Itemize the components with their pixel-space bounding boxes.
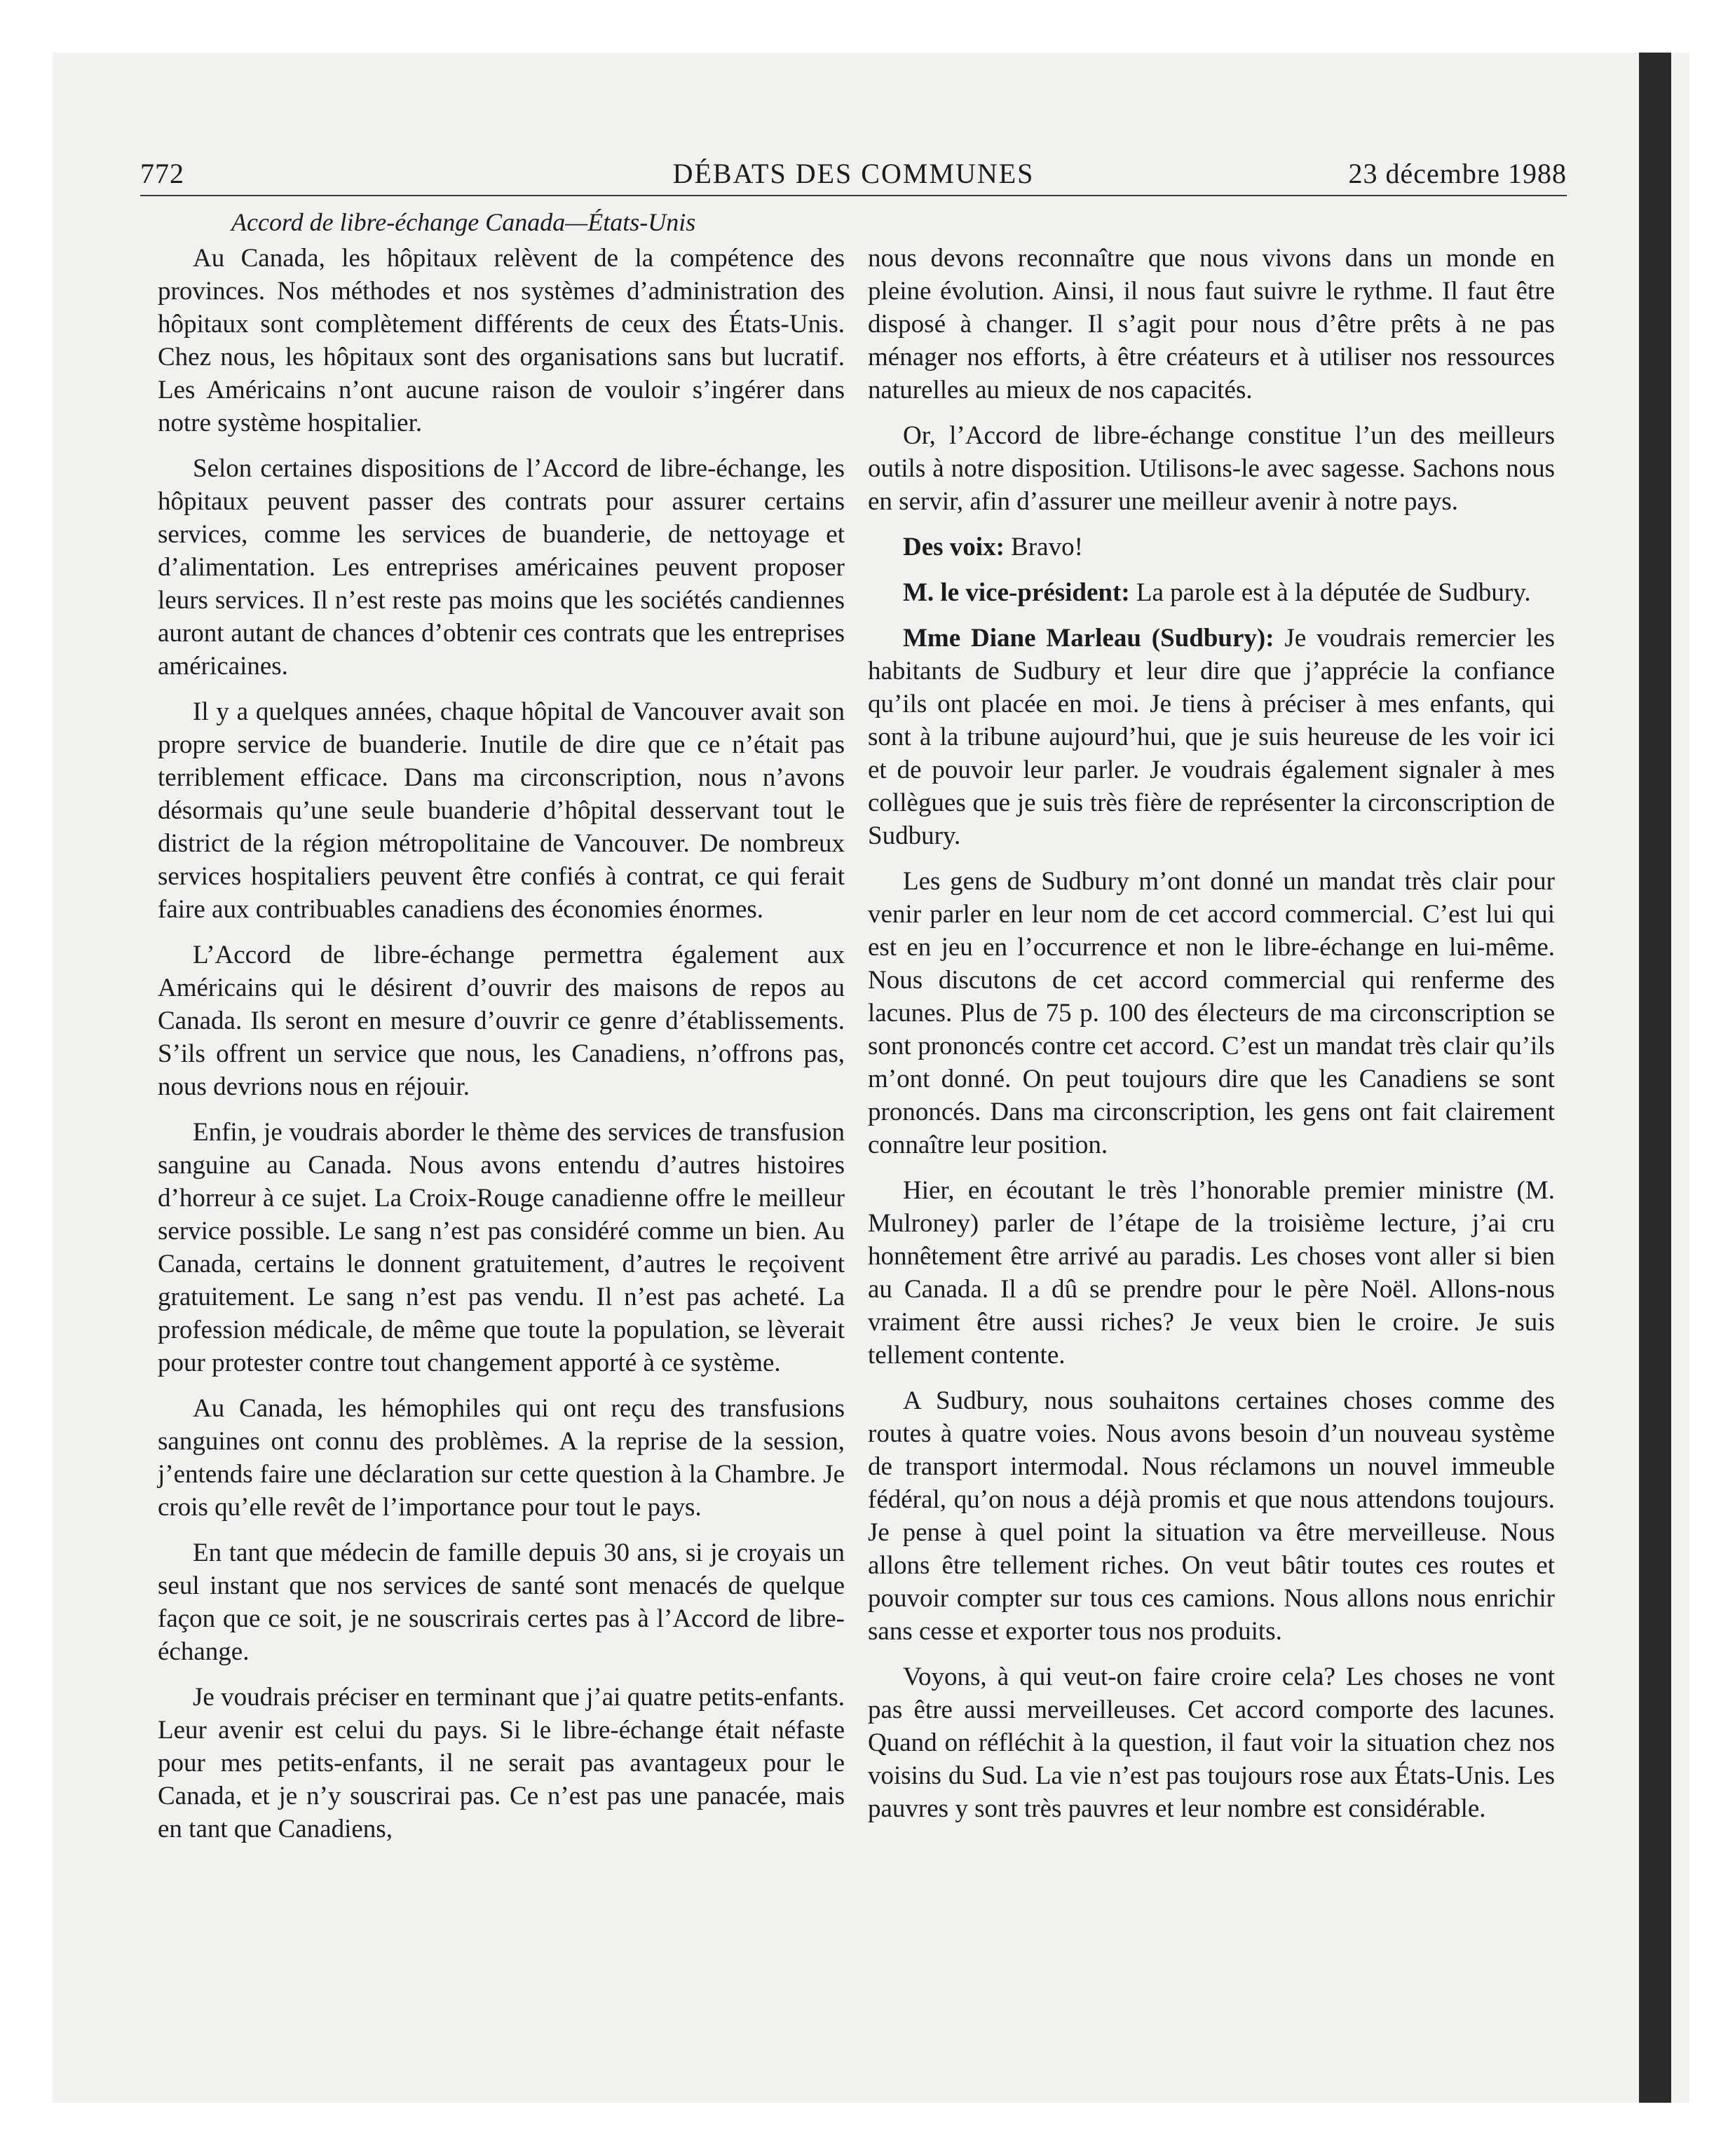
right-column — [868, 242, 1555, 1838]
paragraph: A Sudbury, nous souhaitons certaines choses comme des routes à quatre voies. Nous avons besoin d’un nouveau système de transport intermodal. Nous réclamons un nouvel immeuble fédéral, qu’on nous a déjà promis et que nous attendons toujours. Je pense à quel point la situation va être merveilleuse. Nous allons être tellement riches. On veut bâtir toutes ces routes et pouvoir compter sur tous ces camions. Nous allons nous enrichir sans cesse et exporter tous nos produits. — [868, 1386, 1555, 1646]
speaker-name: Des voix: — [903, 533, 1005, 561]
paragraph: Les gens de Sudbury m’ont donné un mandat très clair pour venir parler en leur nom de cet accord commercial. C’est lui qui est en jeu en l’occurrence et non le libre-échange en lui-même. Nous discutons de cet accord commercial qui renferme des lacunes. Plus de 75 p. 100 des électeurs de ma circonscription se sont prononcés contre cet accord. C’est un mandat très clair qu’ils m’ont donné. On peut toujours dire que les Canadiens se sont prononcés. Dans ma circonscription, les gens ont fait clairement connaître leur position. — [868, 867, 1555, 1159]
paragraph: Je voudrais préciser en terminant que j’ai quatre petits-enfants. Leur avenir est celui du pays. Si le libre-échange était néfaste pour mes petits-enfants, il ne serait pas avantageux pour le Canada, et je n’y souscrirai pas. Ce n’est pas une panacée, mais en tant que Canadiens, — [158, 1683, 845, 1843]
paragraph-continuation: nous devons reconnaître que nous vivons dans un monde en pleine évolution. Ainsi, il nous faut suivre le rythme. Il faut être disposé à changer. Il s’agit pour nous d’être prêts à ne pas ménager nos efforts, à être créateurs et à utiliser nos ressources naturelles au mieux de nos capacités. — [868, 244, 1555, 404]
paragraph: Au Canada, les hémophiles qui ont reçu des transfusions sanguines ont connu des problèmes. A la reprise de la session, j’entends faire une déclaration sur cette question à la Chambre. Je crois qu’elle revêt de l’importance pour tout le pays. — [158, 1394, 845, 1522]
paragraph: Au Canada, les hôpitaux relèvent de la compétence des provinces. Nos méthodes et nos systèmes d’administration des hôpitaux sont complètement différents de ceux des États-Unis. Chez nous, les hôpitaux sont des organisations sans but lucratif. Les Américains n’ont aucune raison de vouloir s’ingérer dans notre système hospitalier. — [158, 244, 845, 437]
paragraph: Or, l’Accord de libre-échange constitue l’un des meilleurs outils à notre disposition. Utilisons-le avec sagesse. Sachons nous en servir, afin d’assurer une meilleur avenir à notre pays. — [868, 421, 1555, 516]
speech-text: La parole est à la députée de Sudbury. — [1129, 578, 1531, 607]
left-column — [158, 242, 845, 1858]
section-subheading: Accord de libre-échange Canada—États-Unis — [231, 208, 696, 236]
paragraph: Enfin, je voudrais aborder le thème des services de transfusion sanguine au Canada. Nous avons entendu d’autres histoires d’horreur à ce sujet. La Croix-Rouge canadienne offre le meilleur service possible. Le sang n’est pas considéré comme un bien. Au Canada, certains le donnent gratuitement, d’autres le reçoivent gratuitement. Le sang n’est pas vendu. Il n’est pas acheté. La profession médicale, de même que toute la population, se lèverait pour protester contre tout changement apporté à ce système. — [158, 1118, 845, 1377]
paragraph: Il y a quelques années, chaque hôpital de Vancouver avait son propre service de buanderie. Inutile de dire que ce n’était pas terriblement efficace. Dans ma circonscription, nous n’avons désormais qu’une seule buanderie d’hôpital desservant tout le district de la région métropolitaine de Vancouver. De nombreux services hospitaliers peuvent être confiés à contrat, ce qui ferait faire aux contribuables canadiens des économies énormes. — [158, 697, 845, 924]
journal-title: DÉBATS DES COMMUNES — [672, 158, 1035, 189]
paragraph: En tant que médecin de famille depuis 30 ans, si je croyais un seul instant que nos services de santé sont menacés de quelque façon que ce soit, je ne souscrirais certes pas à l’Accord de libre-échange. — [158, 1538, 845, 1666]
issue-date: 23 décembre 1988 — [1348, 158, 1567, 189]
speech-text: Bravo! — [1004, 533, 1083, 561]
paragraph: Selon certaines dispositions de l’Accord de libre-échange, les hôpitaux peuvent passer des contrats pour assurer certains services, comme les services de buanderie, de nettoyage et d’alimentation. Les entreprises américaines peuvent proposer leurs services. Il n’est reste pas moins que les sociétés candiennes auront autant de chances d’obtenir ces contrats que les entreprises américaines. — [158, 454, 845, 681]
paragraph: Voyons, à qui veut-on faire croire cela? Les choses ne vont pas être aussi merveilleuses. Cet accord comporte des lacunes. Quand on réfléchit à la question, il faut voir la situation chez nos voisins du Sud. La vie n’est pas toujours rose aux États-Unis. Les pauvres y sont très pauvres et leur nombre est considérable. — [868, 1663, 1555, 1823]
speaker-name: M. le vice-président: — [903, 578, 1130, 607]
intervention-vice-president — [868, 576, 1555, 609]
scan-edge-shadow — [1639, 53, 1671, 2103]
page-number: 772 — [140, 158, 184, 189]
intervention-voices — [868, 531, 1555, 564]
speaker-name: Mme Diane Marleau (Sudbury): — [903, 624, 1274, 653]
paragraph: L’Accord de libre-échange permettra également aux Américains qui le désirent d’ouvrir des maisons de repos au Canada. Ils seront en mesure d’ouvrir ce genre d’établissements. S’ils offrent un service que nous, les Canadiens, n’offrons pas, nous devrions nous en réjouir. — [158, 941, 845, 1101]
paragraph: Hier, en écoutant le très l’honorable premier ministre (M. Mulroney) parler de l’étape de la troisième lecture, j’ai cru honnêtement être arrivé au paradis. Les choses vont aller si bien au Canada. Il a dû se prendre pour le père Noël. Allons-nous vraiment être aussi riches? Je veux bien le croire. Je suis tellement contente. — [868, 1176, 1555, 1370]
page-header — [140, 156, 1567, 196]
speech-text: Je voudrais remercier les habitants de Sudbury et leur dire que j’apprécie la confiance qu’ils ont placée en moi. Je tiens à préciser à mes enfants, qui sont à la tribune aujourd’hui, que je suis heureuse de les voir ici et de pouvoir leur parler. Je voudrais également signaler à mes collègues que je suis très fière de représenter la circonscription de Sudbury. — [868, 624, 1555, 850]
intervention-marleau — [868, 622, 1555, 852]
